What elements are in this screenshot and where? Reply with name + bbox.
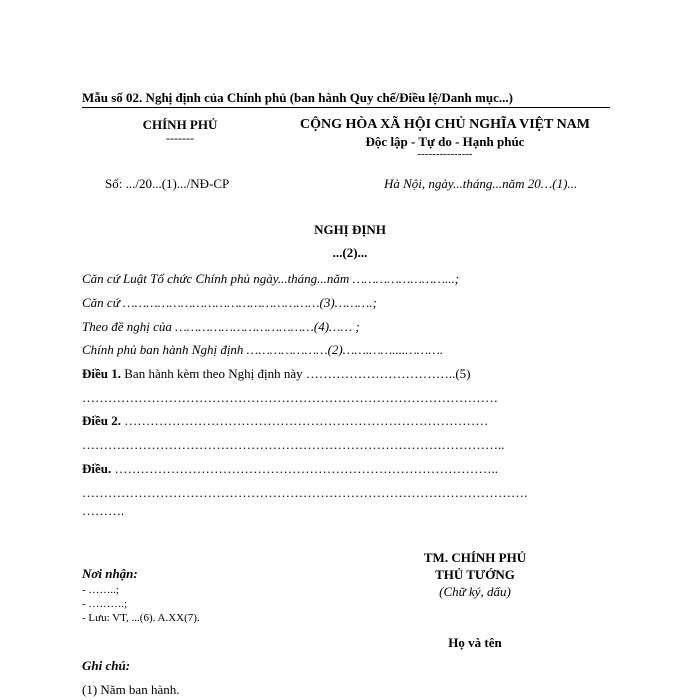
note-item: (1) Năm ban hành. (82, 682, 180, 697)
article-2-text: ………………………………………………………………………… (121, 413, 489, 428)
article-1-label: Điều 1. (82, 366, 121, 381)
document-number: Số: .../20...(1).../NĐ-CP (105, 176, 230, 191)
signature-org: TM. CHÍNH PHỦ (423, 550, 527, 565)
article-1-continuation: …………………………………………………………………………………… (82, 390, 498, 405)
article-2-label: Điều 2. (82, 413, 121, 428)
article-3-continuation-1: …………………………………………………………………………………………. (82, 485, 528, 500)
legal-basis-3: Theo đề nghị của ………………………………(4)…… ; (82, 319, 360, 334)
article-1 (82, 366, 471, 382)
recipient-item: - ……….; (82, 598, 128, 610)
form-title: Mẫu số 02. Nghị định của Chính phủ (ban hành Quy chế/Điều lệ/Danh mục...) (82, 90, 513, 105)
legal-basis-2: Căn cứ ……………………………………………(3)……….; (82, 295, 377, 310)
article-2 (82, 413, 488, 429)
document-subject: ...(2)... (332, 245, 368, 260)
agency-name: CHÍNH PHỦ (142, 117, 218, 132)
form-title-rule (82, 107, 610, 108)
signer-name: Họ và tên (448, 635, 502, 650)
country-name: CỘNG HÒA XÃ HỘI CHỦ NGHĨA VIỆT NAM (299, 117, 590, 132)
article-3-text: …………………………………………………………………………….. (111, 461, 498, 476)
recipient-item-archive: - Lưu: VT, ...(6). A.XX(7). (82, 612, 200, 624)
place-date: Hà Nội, ngày...tháng...năm 20…(1)... (384, 176, 578, 191)
legal-basis-1: Căn cứ Luật Tổ chức Chính phủ ngày...tháng...năm ……………………...; (82, 271, 460, 286)
article-1-text: Ban hành kèm theo Nghị định này ……………………………..(5) (121, 366, 471, 381)
national-motto: Độc lập - Tự do - Hạnh phúc (365, 134, 525, 149)
legal-basis-4: Chính phủ ban hành Nghị định …………………(2)…….……....………. (82, 342, 444, 357)
article-3-label: Điều. (82, 461, 112, 476)
article-3 (82, 461, 498, 477)
notes-label: Ghi chú: (82, 658, 131, 673)
article-2-continuation: …………………………………………………………………………………….. (82, 437, 505, 452)
agency-rule: ------- (166, 131, 194, 145)
recipients-label: Nơi nhận: (82, 566, 138, 581)
signature-title: THỦ TƯỚNG (435, 567, 515, 582)
recipient-item: - ……..; (82, 584, 119, 596)
document-type: NGHỊ ĐỊNH (314, 222, 386, 237)
signature-note: (Chữ ký, dấu) (439, 584, 511, 599)
motto-rule: --------------- (417, 148, 473, 160)
article-3-continuation-2: ………. (82, 503, 125, 518)
